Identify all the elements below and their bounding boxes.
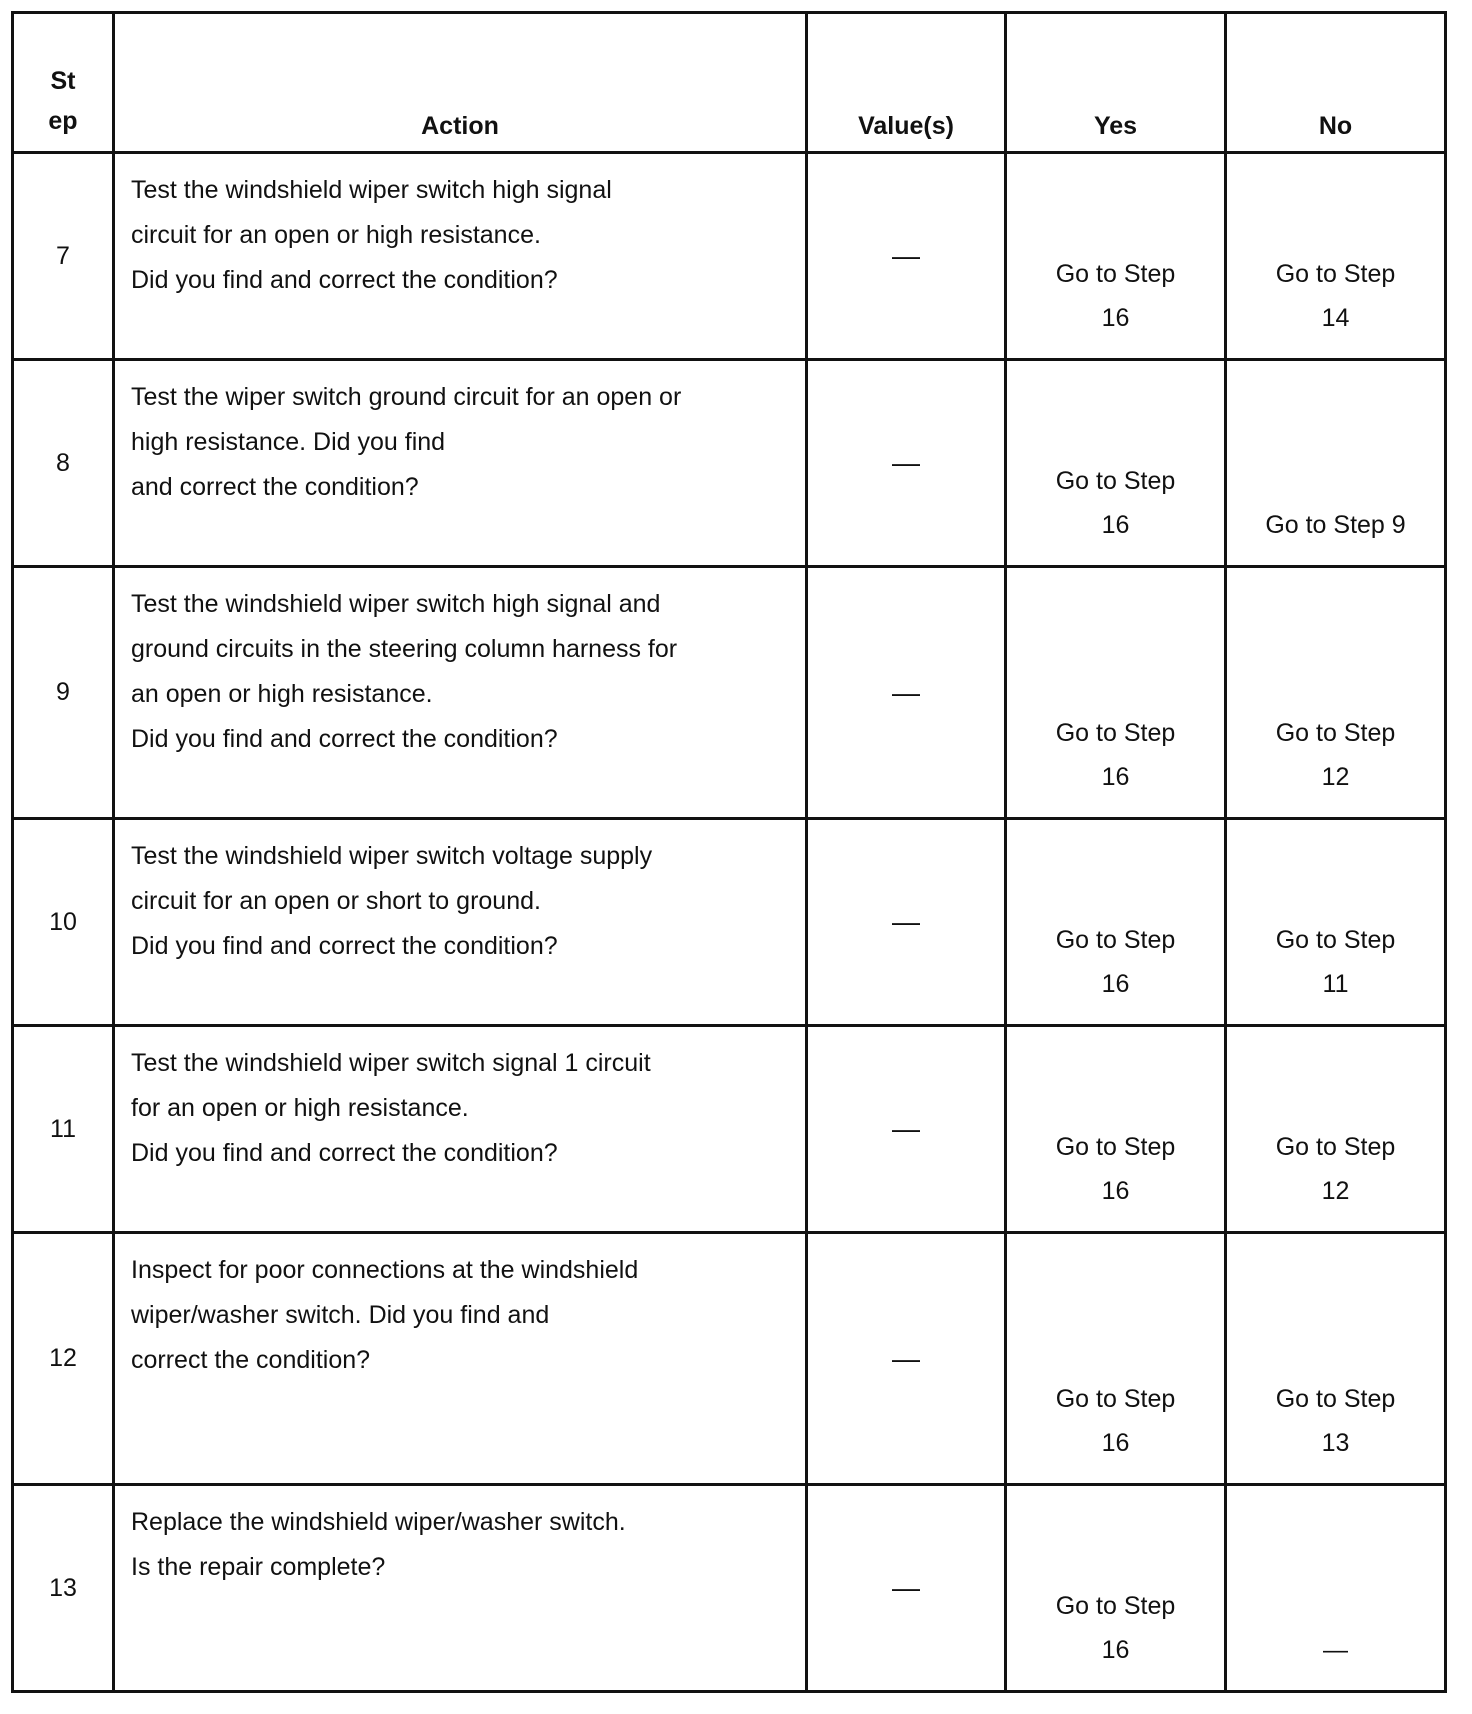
step-number: 12 [13, 1233, 114, 1485]
step-number: 8 [13, 360, 114, 567]
yes-cell: Go to Step 16 [1006, 360, 1226, 567]
no-cell: — [1226, 1485, 1446, 1692]
step-number: 9 [13, 567, 114, 819]
table-row [13, 153, 1446, 360]
value-cell: — [807, 1485, 1006, 1692]
yes-cell: Go to Step 16 [1006, 567, 1226, 819]
action-text: Inspect for poor connections at the windshield wiper/washer switch. Did you find and correct the condition? [114, 1233, 807, 1485]
no-cell: Go to Step 9 [1226, 360, 1446, 567]
diagnostic-steps-table [11, 11, 1447, 1693]
table-header-row [13, 13, 1446, 153]
value-cell: — [807, 1026, 1006, 1233]
no-column-header: No [1226, 13, 1446, 153]
step-number: 10 [13, 819, 114, 1026]
value-cell: — [807, 1233, 1006, 1485]
step-number: 7 [13, 153, 114, 360]
value-cell: — [807, 153, 1006, 360]
value-cell: — [807, 360, 1006, 567]
step-column-header: St ep [13, 13, 114, 153]
value-cell: — [807, 819, 1006, 1026]
action-text: Test the windshield wiper switch signal 1 circuit for an open or high resistance. Did you find and correct the condition? [114, 1026, 807, 1233]
step-number: 13 [13, 1485, 114, 1692]
action-text: Replace the windshield wiper/washer switch. Is the repair complete? [114, 1485, 807, 1692]
values-column-header: Value(s) [807, 13, 1006, 153]
no-cell: Go to Step 12 [1226, 1026, 1446, 1233]
yes-cell: Go to Step 16 [1006, 1485, 1226, 1692]
action-text: Test the wiper switch ground circuit for an open or high resistance. Did you find and correct the condition? [114, 360, 807, 567]
action-text: Test the windshield wiper switch high signal and ground circuits in the steering column harness for an open or high resistance. Did you find and correct the condition? [114, 567, 807, 819]
no-cell: Go to Step 14 [1226, 153, 1446, 360]
value-cell: — [807, 567, 1006, 819]
table-row [13, 1026, 1446, 1233]
yes-cell: Go to Step 16 [1006, 1233, 1226, 1485]
table-row [13, 567, 1446, 819]
table-row [13, 819, 1446, 1026]
yes-cell: Go to Step 16 [1006, 819, 1226, 1026]
yes-column-header: Yes [1006, 13, 1226, 153]
no-cell: Go to Step 12 [1226, 567, 1446, 819]
no-cell: Go to Step 13 [1226, 1233, 1446, 1485]
table-row [13, 360, 1446, 567]
action-text: Test the windshield wiper switch high signal circuit for an open or high resistance. Did you find and correct the condition? [114, 153, 807, 360]
action-text: Test the windshield wiper switch voltage supply circuit for an open or short to ground. Did you find and correct the condition? [114, 819, 807, 1026]
yes-cell: Go to Step 16 [1006, 153, 1226, 360]
step-number: 11 [13, 1026, 114, 1233]
yes-cell: Go to Step 16 [1006, 1026, 1226, 1233]
table-row [13, 1485, 1446, 1692]
table-row [13, 1233, 1446, 1485]
no-cell: Go to Step 11 [1226, 819, 1446, 1026]
action-column-header: Action [114, 13, 807, 153]
